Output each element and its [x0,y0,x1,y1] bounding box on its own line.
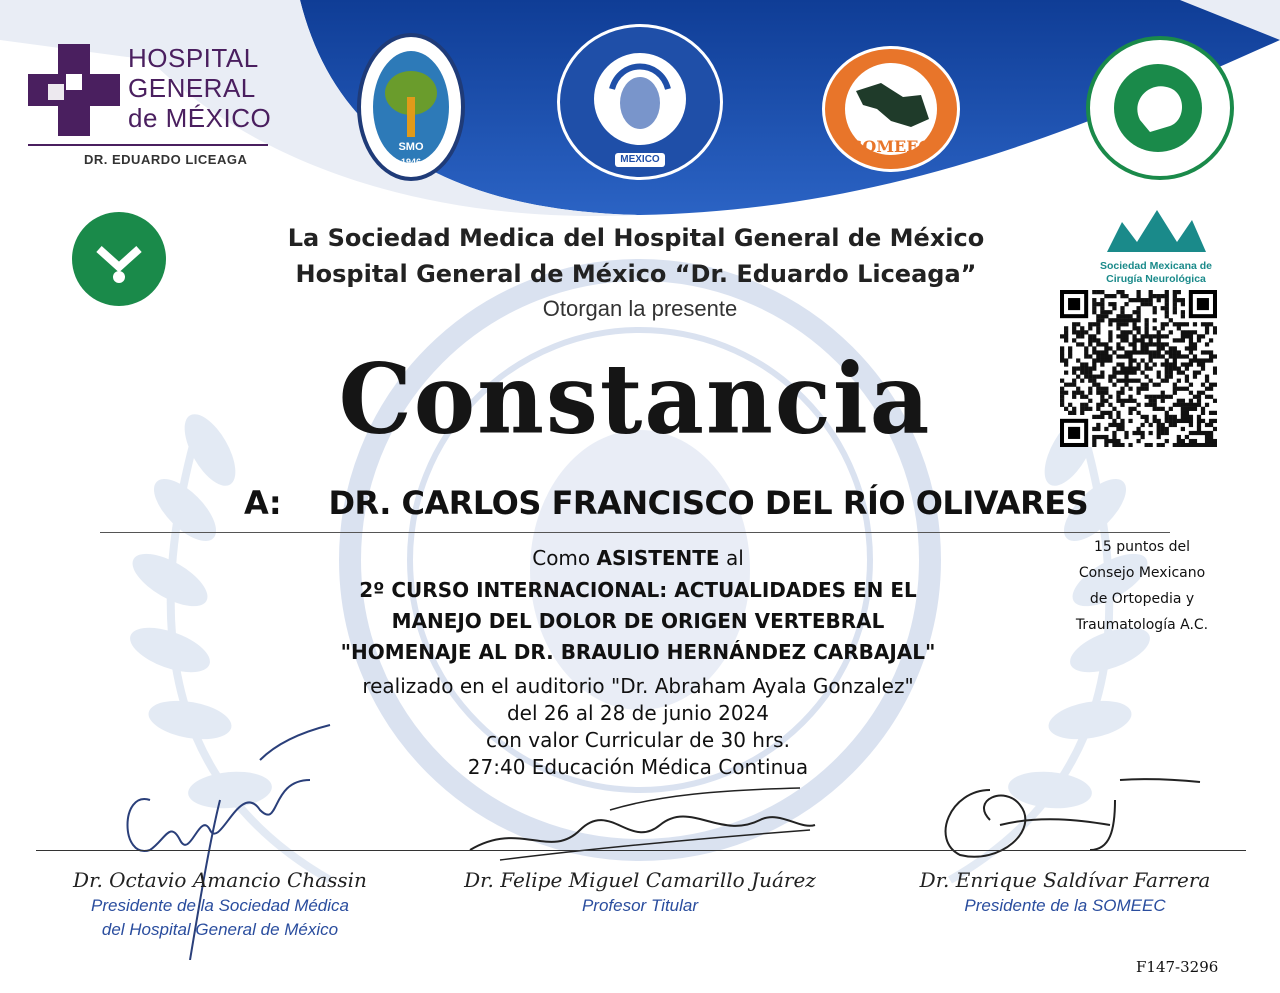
signature2-role1: Profesor Titular [581,896,699,915]
points-line2: Consejo Mexicano [1078,565,1206,581]
recipient-line [244,484,1088,522]
dates-line: del 26 al 28 de junio 2024 [506,701,769,725]
cirugia-neuro-line2: Cirugía Neurológica [1106,273,1206,285]
course-line2: MANEJO DEL DOLOR DE ORIGEN VERTEBRAL [391,609,885,633]
recipient-underline [100,532,1170,533]
smo-abbr: SMO [398,141,424,153]
sociedad-medica-emblem [557,24,723,180]
role-pre: Como [532,546,591,570]
someec-name: SOMEEC [850,137,932,156]
value-line: con valor Curricular de 30 hrs. [486,728,790,752]
signature1-role1: Presidente de la Sociedad Médica [91,896,349,915]
signature3-name: Dr. Enrique Saldívar Farrera [919,868,1211,892]
hospital-logo-line3: de MÉXICO [128,103,272,133]
emc-line: 27:40 Educación Médica Continua [467,755,809,779]
signature1-role2: del Hospital General de México [101,920,339,939]
points-line4: Traumatología A.C. [1075,617,1209,633]
smo-year: 1946 [400,157,422,167]
hospital-general-logo [28,40,278,170]
hospital-logo-line2: GENERAL [128,73,256,103]
points-note [1060,534,1224,638]
cirugia-neuro-line1: Sociedad Mexicana de [1099,260,1213,272]
sociedad-emblem-banner: MEXICO [615,153,665,167]
signature3-role1: Presidente de la SOMEEC [964,896,1166,915]
someec-emblem [822,46,960,172]
course-line3: "HOMENAJE AL DR. BRAULIO HERNÁNDEZ CARBAJAL" [340,640,936,664]
course-line1: 2º CURSO INTERNACIONAL: ACTUALIDADES EN EL [359,578,917,602]
goddess-face-icon [590,49,690,149]
role: ASISTENTE [596,546,720,570]
venue-line: realizado en el auditorio "Dr. Abraham Ayala Gonzalez" [362,674,914,698]
signature1-name: Dr. Octavio Amancio Chassin [73,868,367,892]
certificate-title: Constancia [338,342,932,456]
recipient-name: DR. CARLOS FRANCISCO DEL RÍO OLIVARES [328,484,1089,522]
brain-icon [1110,60,1206,156]
signature-camarillo [460,780,820,870]
role-post: al [725,546,744,570]
header-line2: Hospital General de México “Dr. Eduardo Liceaga” [295,260,977,288]
points-line3: de Ortopedia y [1089,591,1195,607]
signature-block-2 [440,868,840,918]
hospital-logo-line1: HOSPITAL [128,43,259,73]
signature-saldivar [930,770,1210,870]
signature-block-3 [880,868,1250,918]
hospital-cross-icon [28,44,120,136]
hospital-logo-subtitle: DR. EDUARDO LICEAGA [84,152,248,167]
smo-emblem [357,33,465,181]
folio-number: F147-3296 [1136,958,1219,976]
points-line1: 15 puntos del [1093,539,1191,555]
header-line1: La Sociedad Medica del Hospital General de México [287,224,985,252]
consejo-cirugia-emblem [1086,36,1234,180]
tree-icon [361,37,461,177]
recipient-prefix: A: [244,484,282,522]
signature2-name: Dr. Felipe Miguel Camarillo Juárez [464,868,816,892]
signatures-rule [36,850,1246,851]
header-line3: Otorgan la presente [542,296,738,321]
signature-block-1 [30,868,410,942]
